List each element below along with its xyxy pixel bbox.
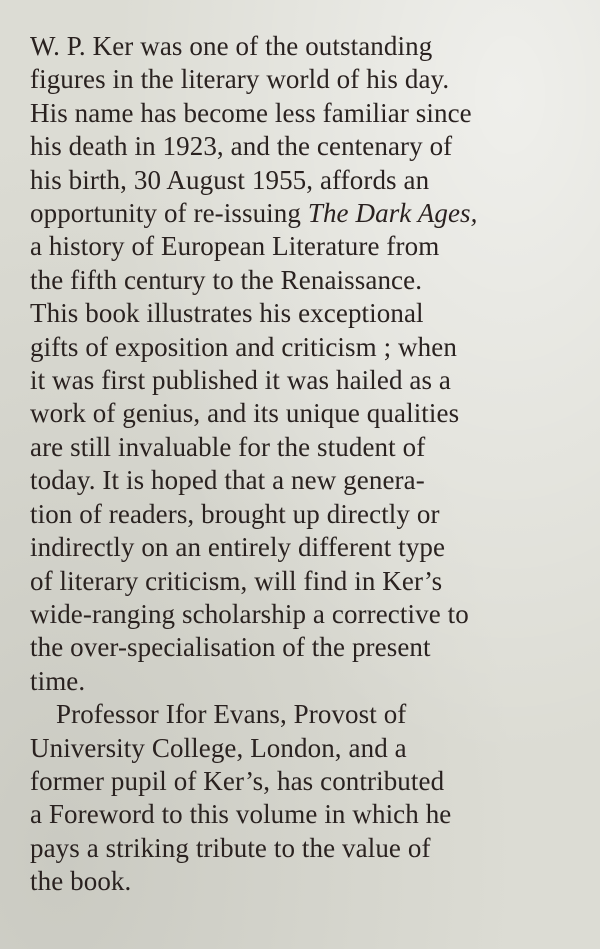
text-line: his birth, 30 August 1955, affords an — [30, 164, 430, 195]
book-title: The Dark Ages, — [307, 198, 478, 229]
text-line: time. — [30, 665, 86, 696]
text-line — [30, 197, 530, 230]
blurb-text — [30, 30, 530, 899]
text-line: tion of readers, brought up directly or — [30, 498, 440, 529]
text-line: University College, London, and a — [30, 732, 407, 763]
text-line: a history of European Literature from — [30, 231, 440, 262]
text-line: His name has become less familiar since — [30, 97, 472, 128]
text-line: are still invaluable for the student of — [30, 431, 426, 462]
text-line: pays a striking tribute to the value of — [30, 832, 431, 863]
text-line: of literary criticism, will find in Ker’s — [30, 565, 443, 596]
paragraph-1 — [30, 30, 530, 698]
text-line: his death in 1923, and the centenary of — [30, 131, 453, 162]
text-line: wide-ranging scholarship a corrective to — [30, 598, 469, 629]
text-fragment: opportunity of re-issuing — [30, 198, 301, 229]
text-line: gifts of exposition and criticism ; when — [30, 331, 457, 362]
text-line: Professor Ifor Evans, Provost of — [56, 699, 407, 730]
text-line: indirectly on an entirely different type — [30, 532, 446, 563]
text-line: the over-specialisation of the present — [30, 632, 431, 663]
text-line: the book. — [30, 866, 132, 897]
paragraph-2 — [30, 698, 530, 898]
text-line: today. It is hoped that a new genera- — [30, 465, 425, 496]
text-line: figures in the literary world of his day. — [30, 64, 450, 95]
text-line: This book illustrates his exceptional — [30, 298, 424, 329]
text-line: W. P. Ker was one of the outstanding — [30, 31, 433, 61]
text-line: a Foreword to this volume in which he — [30, 799, 452, 830]
text-line: the fifth century to the Renaissance. — [30, 264, 423, 295]
text-line: work of genius, and its unique qualities — [30, 398, 460, 429]
text-line: it was first published it was hailed as a — [30, 365, 452, 396]
text-line: former pupil of Ker’s, has contributed — [30, 765, 445, 796]
